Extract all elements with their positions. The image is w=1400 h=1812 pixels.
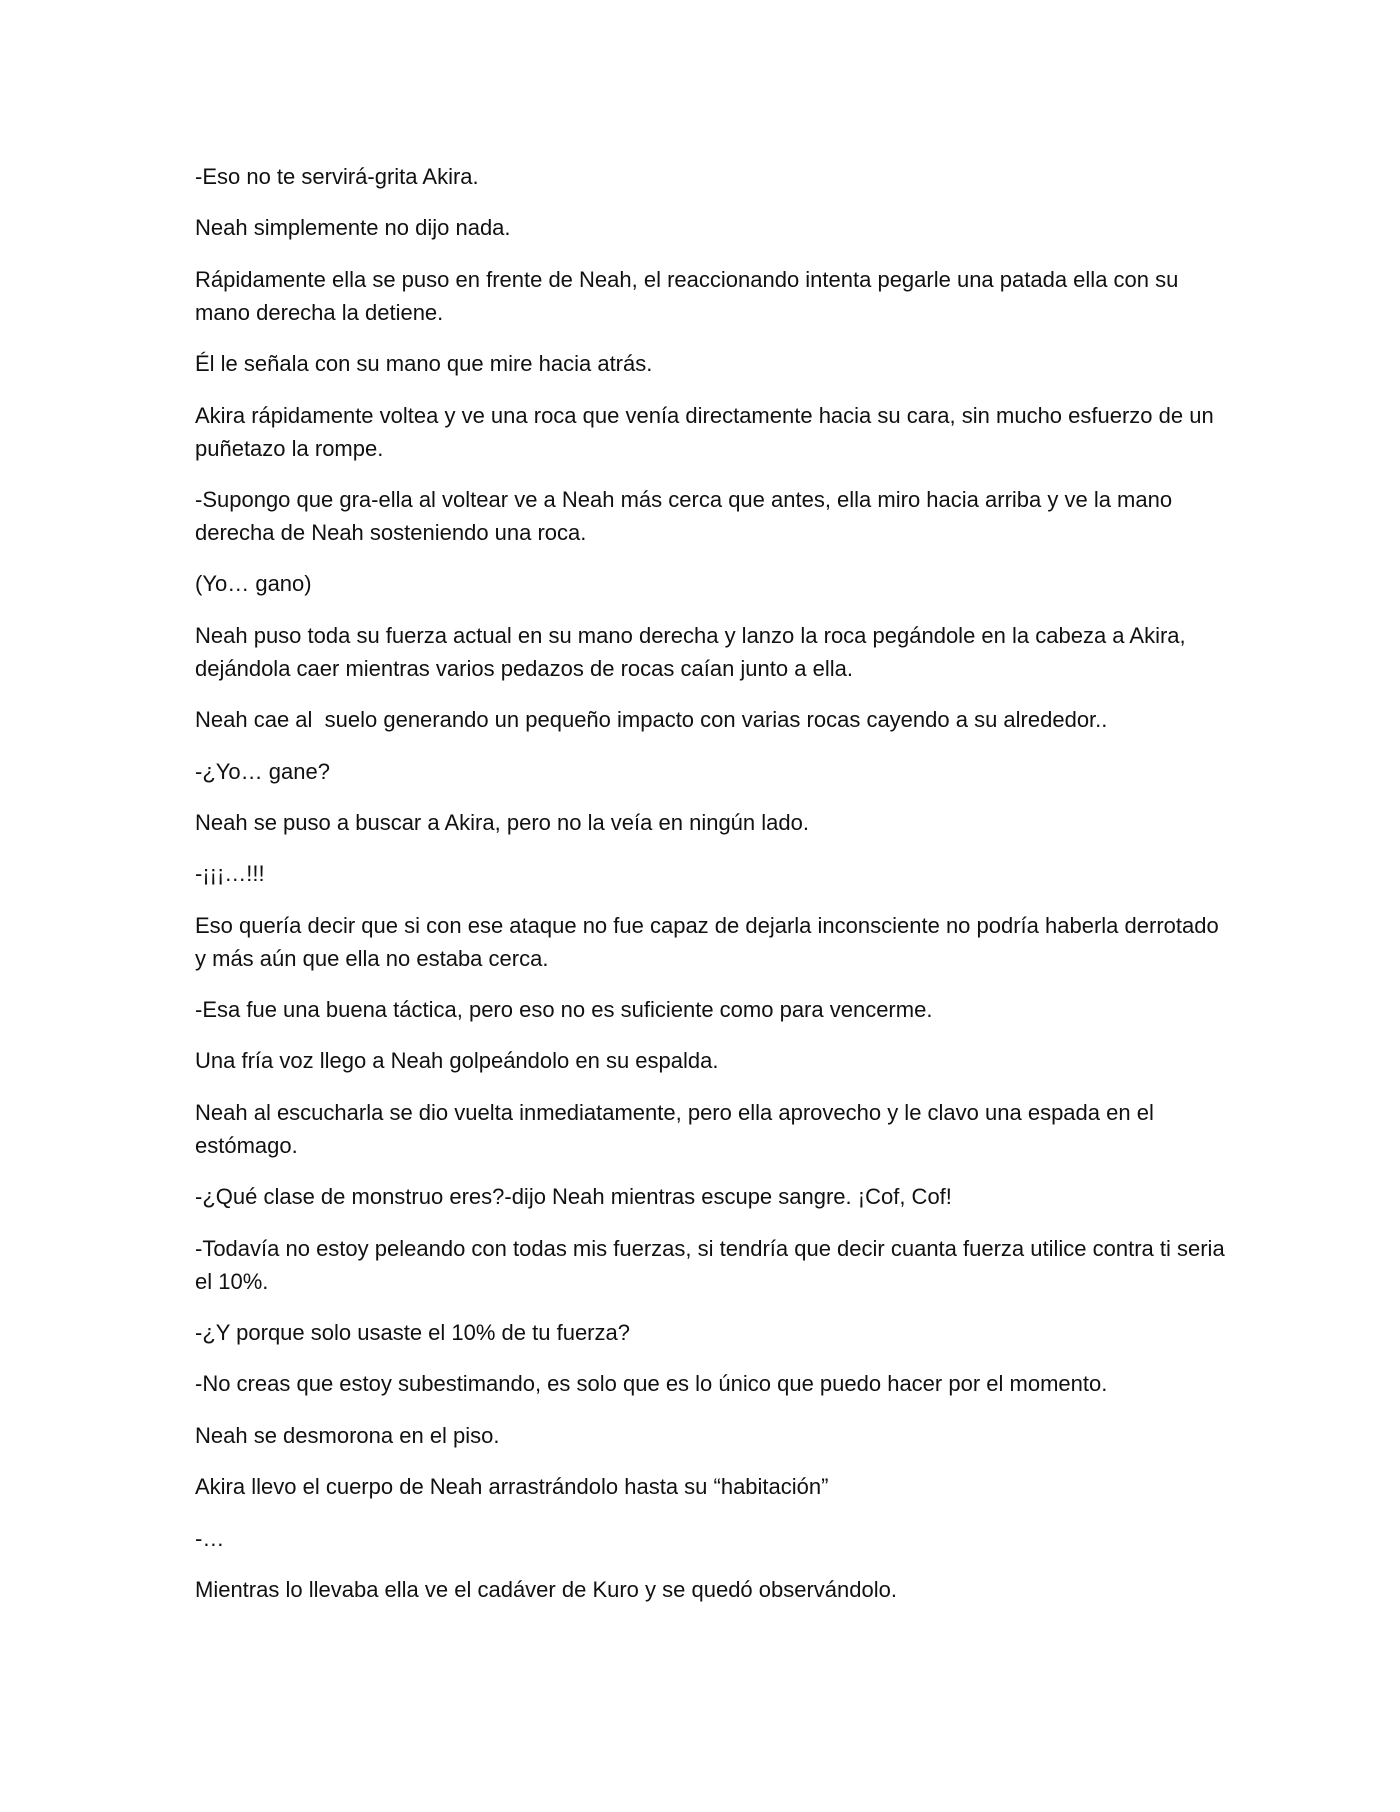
paragraph: Neah puso toda su fuerza actual en su mano derecha y lanzo la roca pegándole en la cabeza a Akira, dejándola caer mientras varios pedazos de rocas caían junto a ella. [195, 622, 1192, 681]
paragraph: -Supongo que gra-ella al voltear ve a Neah más cerca que antes, ella miro hacia arriba y ve la mano derecha de Neah sosteniendo una roca. [195, 486, 1179, 545]
paragraph: -No creas que estoy subestimando, es solo que es lo único que puedo hacer por el momento. [195, 1371, 1108, 1397]
paragraph: -¡¡¡…!!! [195, 861, 265, 887]
paragraph: -¿Yo… gane? [195, 758, 330, 784]
paragraph: -Esa fue una buena táctica, pero eso no es suficiente como para vencerme. [195, 997, 933, 1023]
paragraph: Él le señala con su mano que mire hacia atrás. [195, 351, 653, 377]
paragraph: (Yo… gano) [195, 571, 312, 597]
paragraph: Rápidamente ella se puso en frente de Neah, el reaccionando intenta pegarle una patada ella con su mano derecha la detiene. [195, 266, 1185, 325]
paragraph: -¿Y porque solo usaste el 10% de tu fuerza? [195, 1320, 630, 1346]
document-body [195, 160, 1231, 1624]
paragraph: Eso quería decir que si con ese ataque no fue capaz de dejarla inconsciente no podría haberla derrotado y más aún que ella no estaba cerca. [195, 912, 1225, 971]
paragraph: Neah se desmorona en el piso. [195, 1422, 500, 1448]
paragraph: -Eso no te servirá-grita Akira. [195, 164, 479, 189]
paragraph: Neah cae al suelo generando un pequeño impacto con varias rocas cayendo a su alrededor.. [195, 707, 1108, 733]
paragraph: Neah se puso a buscar a Akira, pero no la veía en ningún lado. [195, 809, 809, 835]
paragraph: Akira rápidamente voltea y ve una roca que venía directamente hacia su cara, sin mucho esfuerzo de un puñetazo la rompe. [195, 402, 1220, 461]
paragraph: Akira llevo el cuerpo de Neah arrastrándolo hasta su “habitación” [195, 1474, 829, 1500]
paragraph: Mientras lo llevaba ella ve el cadáver de Kuro y se quedó observándolo. [195, 1576, 897, 1602]
paragraph: -Todavía no estoy peleando con todas mis fuerzas, si tendría que decir cuanta fuerza utilice contra ti seria el 10%. [195, 1235, 1231, 1294]
paragraph: Una fría voz llego a Neah golpeándolo en su espalda. [195, 1048, 719, 1074]
paragraph: -¿Qué clase de monstruo eres?-dijo Neah mientras escupe sangre. ¡Cof, Cof! [195, 1184, 952, 1210]
paragraph: -… [195, 1525, 225, 1551]
paragraph: Neah al escucharla se dio vuelta inmediatamente, pero ella aprovecho y le clavo una espada en el estómago. [195, 1099, 1160, 1158]
paragraph: Neah simplemente no dijo nada. [195, 215, 511, 241]
